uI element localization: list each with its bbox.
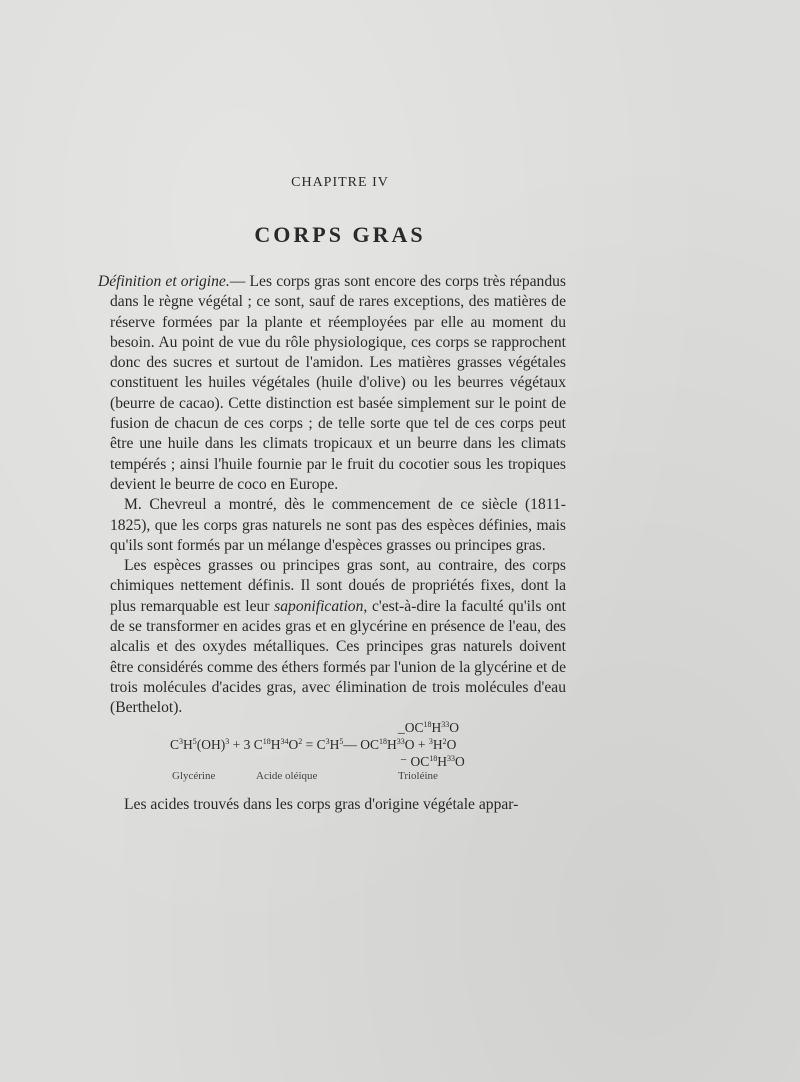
saponification-term: saponification <box>274 597 364 615</box>
caption-trioleine: Trioléine <box>398 770 438 782</box>
section-lead: Définition et origine. <box>98 273 230 290</box>
paragraph-acides: Les acides trouvés dans les corps gras d'origine végétale appar- <box>124 796 519 813</box>
paragraph-principes <box>110 556 566 718</box>
paragraph-definition <box>98 272 566 495</box>
caption-acide-oleique: Acide oléique <box>256 770 318 782</box>
caption-glycerine: Glycérine <box>172 770 216 782</box>
paragraph-principes-before: Les espèces grasses ou principes gras sont, au contraire, des corps chimiques nettement définis. Il sont doués de propriétés fixes, dont la plus remarquable est leur <box>110 557 566 615</box>
paragraph-chevreul: M. Chevreul a montré, dès le commencement de ce siècle (1811-1825), que les corps gras naturels ne sont pas des espèces définies, mais qu'ils sont formés par un mélange d'espèces grasses ou principes gras. <box>110 496 566 554</box>
paragraph-definition-text: — Les corps gras sont encore des corps très répandus dans le règne végétal ; ce sont, sauf de rares exceptions, des matières de réserve formées par la plante et réemployées par elle au moment du besoin. Au point de vue du rôle physiologique, ces corps se rapprochent donc des sucres et surtout de l'amidon. Les matières grasses végétales constituent les huiles végétales (huile d'olive) ou les beurres végétaux (beurre de cacao). Cette distinction est basée simplement sur le point de fusion de chacun de ces corps ; de telle sorte que tel de ces corps peut être une huile dans les climats tropicaux et un beurre dans les climats tempérés ; ainsi l'huile fournie par le fruit du cocotier sous les tropiques devient le beurre de coco en Europe. <box>110 273 566 493</box>
chemical-equation <box>170 718 550 788</box>
paragraph-principes-after: , c'est-à-dire la faculté qu'ils ont de se transformer en acides gras et en glycérine en présence de l'eau, des alcalis et des oxydes métalliques. Ces principes gras naturels doivent être considérés comme des éthers formés par l'union de la glycérine et de trois molécules d'acides gras, avec élimination de trois molécules d'eau (Berthelot). <box>110 597 566 717</box>
equation-branch-top: $\_OC^{18}H^{33}O$ <box>398 720 460 735</box>
chapter-title: CORPS GRAS <box>254 222 426 247</box>
body-text <box>98 272 566 719</box>
equation-main-line: $C^3H^5(OH)^3 + 3$ $C^{18}H^{34}O^2$ = $C^3H^5—$ $OC^{18}H^{33}O + ^3H^2O$ <box>170 737 457 752</box>
equation-branch-bottom: ⁻ $OC^{18}H^{33}O$ <box>400 754 465 769</box>
chapter-heading: CHAPITRE IV <box>291 175 389 190</box>
